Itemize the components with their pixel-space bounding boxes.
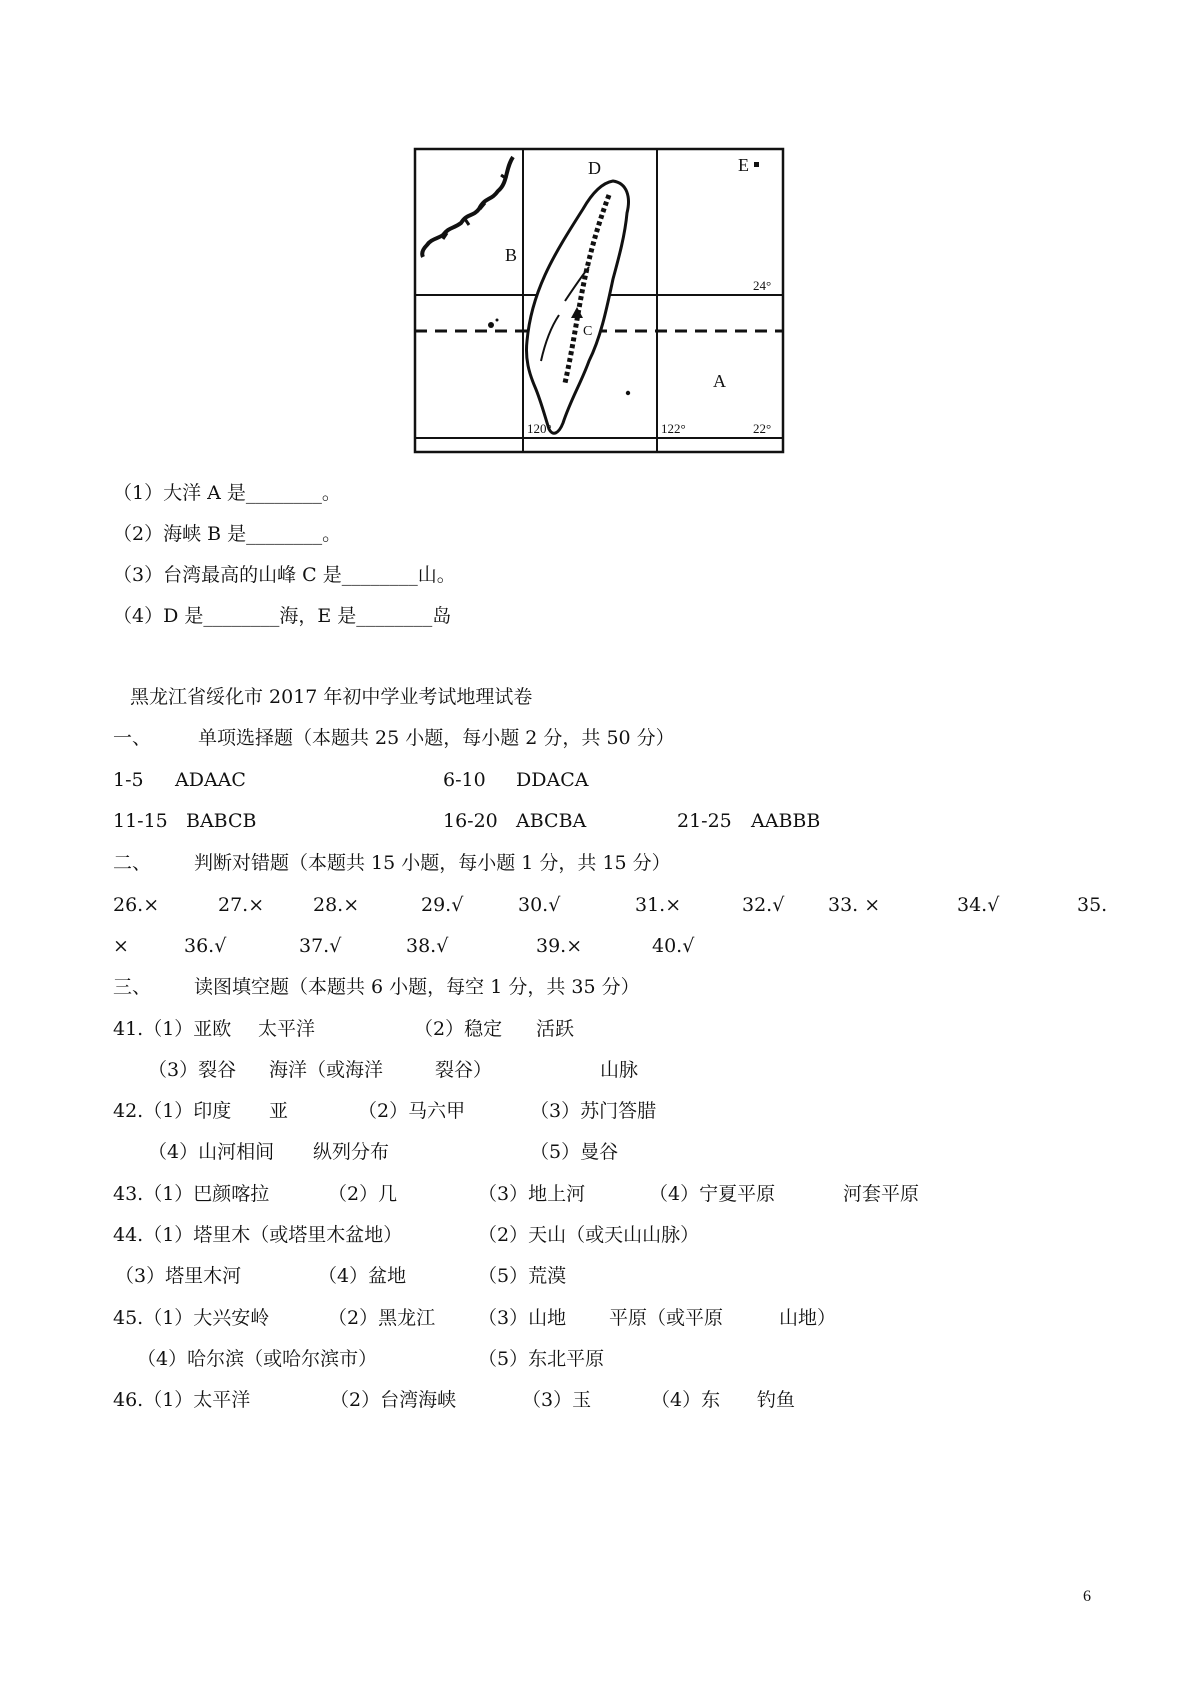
answer-item: 海洋（或海洋 (269, 1059, 384, 1081)
mc-answers: ABCBA (516, 810, 587, 832)
answer-item: （2）几 (328, 1183, 398, 1205)
lon-122-label: 122° (661, 421, 686, 436)
mc-range: 16-20 (443, 810, 498, 832)
answer-item: （4）山河相间 (148, 1141, 275, 1163)
mc-range: 21-25 (677, 810, 732, 832)
section-1-title: 单项选择题（本题共 25 小题，每小题 2 分，共 50 分） (198, 727, 675, 749)
green-island (626, 391, 630, 395)
map-label-b: B (505, 245, 518, 265)
answer-item: （3）裂谷 (148, 1059, 237, 1081)
penghu-islet (496, 319, 499, 322)
tf-answer: 35. (1077, 894, 1108, 916)
mc-answers: AABBB (751, 810, 821, 832)
tf-answer: × (113, 935, 129, 957)
mc-answers: DDACA (516, 769, 589, 791)
answer-item: 46.（1）太平洋 (113, 1389, 251, 1411)
answer-item: 钓鱼 (757, 1389, 796, 1411)
tf-answer: 32.√ (742, 894, 785, 916)
answer-item: 43.（1）巴颜喀拉 (113, 1183, 270, 1205)
map-label-d: D (588, 158, 601, 178)
answer-item: （3）苏门答腊 (530, 1100, 657, 1122)
section-2-number: 二、 (113, 852, 152, 874)
answer-item: （2）台湾海峡 (330, 1389, 457, 1411)
answer-item: 山脉 (600, 1059, 639, 1081)
tf-answer: 33. × (828, 894, 881, 916)
mc-range: 6-10 (443, 769, 486, 791)
tf-answer: 28.× (313, 894, 360, 916)
mc-answers: ADAAC (175, 769, 246, 791)
answer-item: 41.（1）亚欧 (113, 1018, 232, 1040)
answer-item: （5）东北平原 (478, 1348, 605, 1370)
question-4-text: （4）D 是________海，E 是________岛 (113, 605, 452, 627)
map-label-c: C (583, 324, 593, 339)
taiwan-map-figure (413, 147, 785, 454)
answer-item: （4）哈尔滨（或哈尔滨市） (137, 1348, 378, 1370)
section-3-title: 读图填空题（本题共 6 小题，每空 1 分，共 35 分） (194, 976, 640, 998)
answer-item: （5）曼谷 (530, 1141, 619, 1163)
map-label-e: E (738, 155, 749, 175)
answer-item: （3）塔里木河 (115, 1265, 242, 1287)
answer-item: 河套平原 (843, 1183, 920, 1205)
answer-item: （2）天山（或天山山脉） (478, 1224, 700, 1246)
mc-answers: BABCB (186, 810, 257, 832)
tf-answer: 27.× (218, 894, 265, 916)
lon-120-label: 120° (527, 421, 552, 436)
tf-answer: 26.× (113, 894, 160, 916)
answer-item: 44.（1）塔里木（或塔里木盆地） (113, 1224, 403, 1246)
answer-item: （4）盆地 (318, 1265, 407, 1287)
lat-24-label: 24° (753, 278, 772, 293)
answer-item: 裂谷） (435, 1059, 493, 1081)
answer-item: 42.（1）印度 (113, 1100, 232, 1122)
answer-item: （4）东 (651, 1389, 721, 1411)
mc-range: 11-15 (113, 810, 168, 832)
map-label-a: A (713, 371, 726, 391)
tf-answer: 37.√ (299, 935, 342, 957)
tf-answer: 39.× (536, 935, 583, 957)
answer-item: （3）山地 (478, 1307, 567, 1329)
answer-item: 活跃 (536, 1018, 575, 1040)
islet-e (754, 162, 759, 167)
answer-item: （3）地上河 (478, 1183, 586, 1205)
answer-item: （2）稳定 (414, 1018, 503, 1040)
answer-item: 45.（1）大兴安岭 (113, 1307, 270, 1329)
question-3-text: （3）台湾最高的山峰 C 是________山。 (113, 564, 456, 586)
section-3-number: 三、 (113, 976, 152, 998)
answer-item: 亚 (269, 1100, 289, 1122)
tf-answer: 31.× (635, 894, 682, 916)
tf-answer: 40.√ (652, 935, 695, 957)
tf-answer: 34.√ (957, 894, 1000, 916)
question-1-text: （1）大洋 A 是________。 (113, 482, 341, 504)
answer-key-title-text: 黑龙江省绥化市 2017 年初中学业考试地理试卷 (130, 686, 533, 708)
tf-answer: 30.√ (518, 894, 561, 916)
section-1-number: 一、 (113, 727, 152, 749)
tf-answer: 38.√ (406, 935, 449, 957)
answer-item: 山地） (779, 1307, 837, 1329)
answer-item: （2）黑龙江 (328, 1307, 436, 1329)
page-number: 6 (1083, 1588, 1091, 1605)
lat-22-label: 22° (753, 421, 772, 436)
penghu-island (488, 322, 494, 328)
question-2-text: （2）海峡 B 是________。 (113, 523, 342, 545)
answer-item: 纵列分布 (313, 1141, 390, 1163)
answer-item: （5）荒漠 (478, 1265, 567, 1287)
answer-item: 平原（或平原 (609, 1307, 724, 1329)
tf-answer: 36.√ (184, 935, 227, 957)
answer-item: （4）宁夏平原 (649, 1183, 776, 1205)
answer-item: （2）马六甲 (358, 1100, 466, 1122)
tf-answer: 29.√ (421, 894, 464, 916)
section-2-title: 判断对错题（本题共 15 小题，每小题 1 分，共 15 分） (194, 852, 671, 874)
mc-range: 1-5 (113, 769, 144, 791)
answer-item: 太平洋 (258, 1018, 316, 1040)
answer-item: （3）玉 (522, 1389, 592, 1411)
